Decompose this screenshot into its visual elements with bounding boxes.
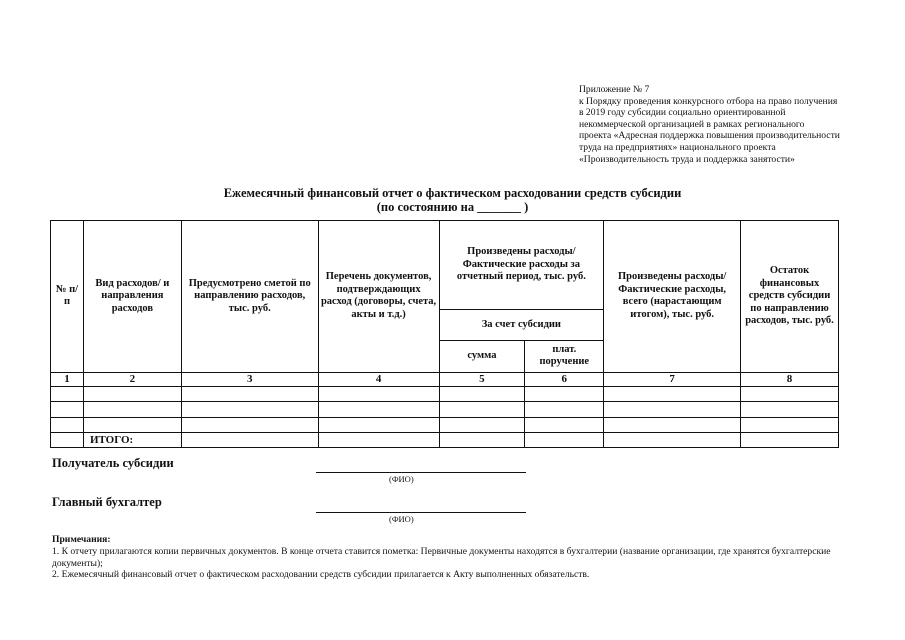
column-number: 1 <box>51 372 84 386</box>
column-number: 3 <box>181 372 318 386</box>
column-number: 6 <box>525 372 604 386</box>
accountant-label: Главный бухгалтер <box>52 495 162 509</box>
appendix-block <box>579 84 889 165</box>
report-title: Ежемесячный финансовый отчет о фактическом расходовании средств субсидии <box>223 186 682 200</box>
appendix-line: проекта «Адресная поддержка повышения производительности <box>579 130 840 142</box>
appendix-line: труда на предприятиях» национального проекта <box>579 141 776 153</box>
total-label: ИТОГО: <box>83 432 181 447</box>
note-item: 1. К отчету прилагаются копии первичных документов. В конце отчета ставится пометка: Первичные документы находятся в бухгалтерии (название организации, где хранятся бухгалтерские документы); <box>52 545 831 569</box>
appendix-line: «Производительность труда и поддержка занятости» <box>579 153 795 165</box>
column-number: 7 <box>604 372 741 386</box>
header-number: № п/п <box>51 221 84 373</box>
column-number: 4 <box>318 372 439 386</box>
notes-block <box>52 534 872 581</box>
table-row <box>51 417 839 432</box>
total-row <box>51 432 839 447</box>
table-row <box>51 387 839 402</box>
header-period-expenses: Произведены расходы/Фактические расходы за отчетный период, тыс. руб. <box>439 221 604 310</box>
header-payment-order: плат. поручение <box>525 340 604 372</box>
column-number: 8 <box>741 372 839 386</box>
notes-heading: Примечания: <box>52 534 111 545</box>
accountant-fio-caption: (ФИО) <box>389 514 414 524</box>
header-expense-type: Вид расходов/ и направления расходов <box>83 221 181 373</box>
column-number: 5 <box>439 372 525 386</box>
table-row <box>51 402 839 417</box>
header-amount: сумма <box>439 340 525 372</box>
recipient-fio-caption: (ФИО) <box>389 474 414 484</box>
note-item: 2. Ежемесячный финансовый отчет о фактическом расходовании средств субсидии прилагается к Акту выполненных обязательств. <box>52 569 590 581</box>
appendix-line: Приложение № 7 <box>579 84 650 95</box>
report-table <box>50 220 839 448</box>
header-documents: Перечень документов, подтверждающих расход (договоры, счета, акты и т.д.) <box>318 221 439 373</box>
column-number: 2 <box>83 372 181 386</box>
report-date-line: (по состоянию на _______ ) <box>376 200 529 214</box>
recipient-signature-line <box>316 472 526 473</box>
header-subsidy: За счет субсидии <box>439 310 604 340</box>
appendix-line: к Порядку проведения конкурсного отбора на право получения <box>579 95 838 107</box>
appendix-line: некоммерческой организацией в рамках регионального <box>579 118 805 130</box>
header-total-expenses: Произведены расходы/Фактические расходы, всего (нарастающим итогом), тыс. руб. <box>604 221 741 373</box>
header-planned: Предусмотрено сметой по направлению расходов, тыс. руб. <box>181 221 318 373</box>
accountant-signature-line <box>316 512 526 513</box>
header-remainder: Остаток финансовых средств субсидии по направлению расходов, тыс. руб. <box>741 221 839 373</box>
appendix-line: в 2019 году субсидии социально ориентированной <box>579 107 786 119</box>
recipient-label: Получатель субсидии <box>52 456 174 470</box>
